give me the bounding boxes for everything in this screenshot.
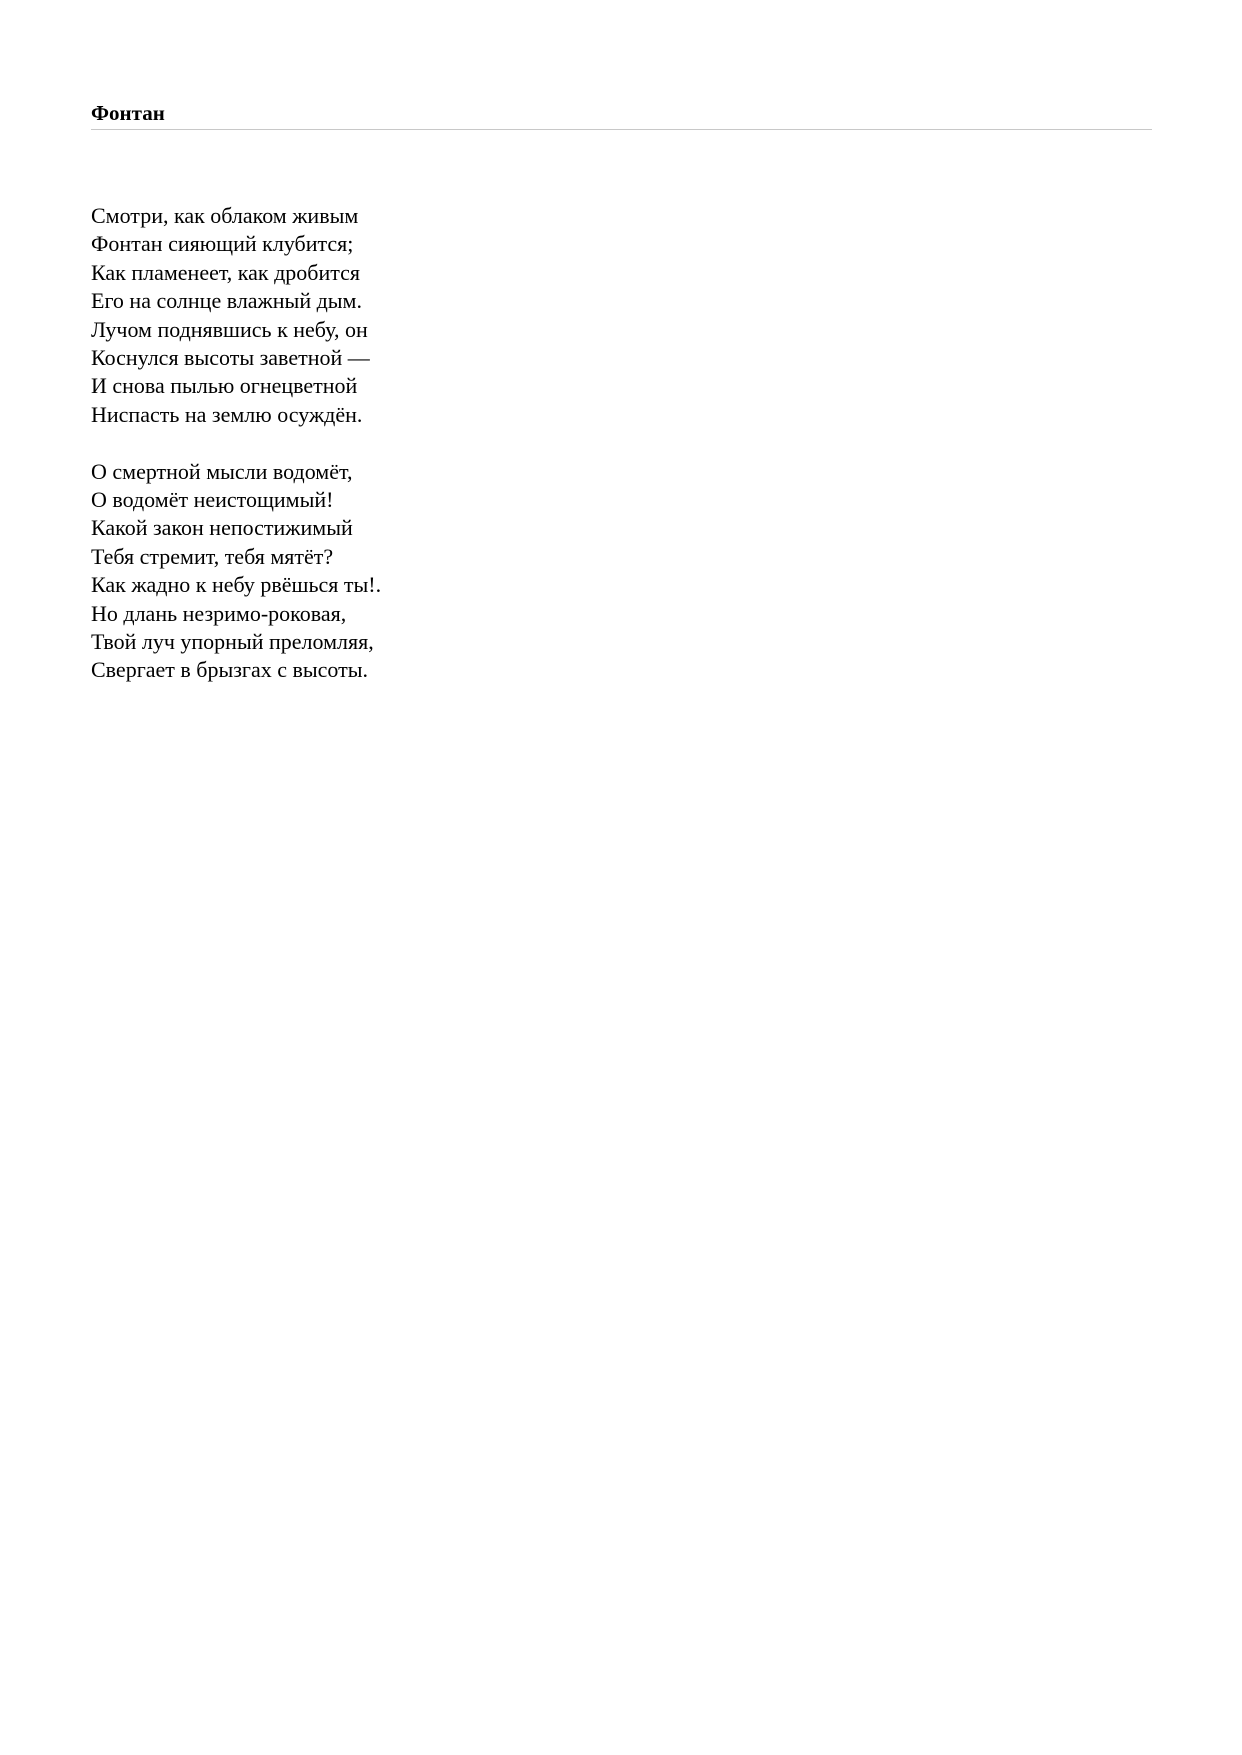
poem-line: Какой закон непостижимый <box>91 515 353 541</box>
poem-line: Фонтан сияющий клубится; <box>91 231 354 257</box>
stanza-2 <box>91 458 381 685</box>
document-title: Фонтан <box>91 101 165 125</box>
poem-line: Тебя стремит, тебя мятёт? <box>91 543 334 569</box>
poem-line: Но длань незримо-роковая, <box>91 600 347 626</box>
poem-line: Коснулся высоты заветной — <box>91 345 370 371</box>
poem-line: Твой луч упорный преломляя, <box>91 629 374 655</box>
poem-line: О водомёт неистощимый! <box>91 487 334 513</box>
poem-line: Его на солнце влажный дым. <box>91 288 362 314</box>
poem-line: О смертной мысли водомёт, <box>91 458 353 484</box>
poem-line: Свергает в брызгах с высоты. <box>91 657 369 683</box>
title-divider <box>91 129 1152 130</box>
poem-line: И снова пылью огнецветной <box>91 373 358 399</box>
poem-body <box>91 202 381 713</box>
stanza-1 <box>91 202 381 429</box>
poem-line: Лучом поднявшись к небу, он <box>91 316 368 342</box>
poem-line: Смотри, как облаком живым <box>91 203 359 228</box>
poem-line: Ниспасть на землю осуждён. <box>91 401 363 427</box>
poem-line: Как жадно к небу рвёшься ты!. <box>91 572 382 598</box>
poem-line: Как пламенеет, как дробится <box>91 259 361 285</box>
